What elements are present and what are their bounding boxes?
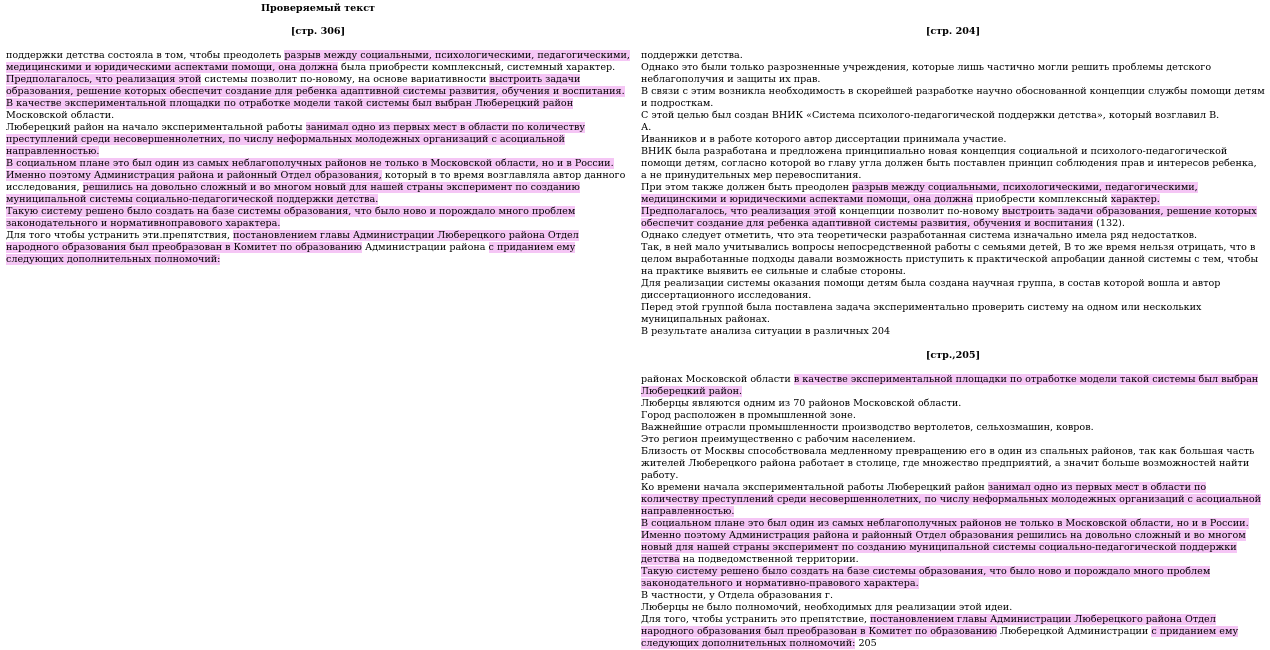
text-paragraph [641,146,1265,182]
matched-fragment: В качестве экспериментальной площадки по отработке модели такой системы был выбран Люберецкий район [6,98,574,109]
matched-fragment: Такую систему решено было создать на базе системы образования, что было ново и порождало много проблем законодательного и нормативно-правового характера. [641,566,1211,589]
text-fragment: Люберецкой Администрации [996,626,1152,637]
text-paragraph [641,278,1265,302]
text-paragraph [641,614,1265,650]
text-paragraph [6,74,630,98]
text-paragraph [641,182,1265,206]
text-paragraph [641,50,1265,62]
text-fragment: А. [641,122,652,133]
matched-fragment: занимал одно из первых мест в области по количеству преступлений среди несовершеннолетних, по числу неформальных молодежных организаций с асоциальной направленностью. [641,482,1262,517]
text-fragment: Это регион преимущественно с рабочим населением. [641,434,916,445]
text-paragraph [6,158,630,170]
text-fragment: поддержки детства состояла в том, чтобы преодолеть [6,50,285,61]
text-paragraph [641,206,1265,230]
text-paragraph [6,170,630,206]
text-fragment: Иванников и в работе которого автор диссертации принимала участие. [641,134,1007,145]
text-paragraph [641,410,1265,422]
text-fragment: на подведомственной территории. [679,554,859,565]
text-fragment: Для того, чтобы устранить это препятствие, [641,614,871,625]
text-paragraph [641,446,1265,482]
text-fragment: Люберецкий район на начало экспериментальной работы [6,122,306,133]
text-paragraph [641,242,1265,278]
text-fragment: Город расположен в промышленной зоне. [641,410,856,421]
matched-fragment: В социальном плане это был один из самых неблагополучных районов не только в Московской области, но и в России. [641,518,1249,529]
text-paragraph [641,62,1265,86]
text-paragraph [641,374,1265,398]
matched-fragment: этой [178,74,202,85]
text-fragment: (132). [1093,218,1125,229]
text-fragment: В результате анализа ситуации в различных 204 [641,326,891,337]
text-fragment: Так, в ней мало учитывались вопросы непосредственной работы с семьями детей, В то же время нельзя отрицать, что в целом выработанные подходы давали возможность приступить к практической апробации данной системы с тем, чтобы на практике выявить ее сильные и слабые стороны. [641,242,1259,277]
text-fragment: Ко времени начала экспериментальной работы Люберецкий район [641,482,988,493]
matched-fragment: Предполагалось, что реализация [641,206,814,217]
text-fragment: Люберцы не было полномочий, необходимых для реализации этой идеи. [641,602,1013,613]
text-fragment: С этой целью был создан ВНИК «Система психолого-педагогической поддержки детства», который возглавил В. [641,110,1220,121]
text-fragment: Администрации района [361,242,489,253]
text-paragraph [641,518,1265,530]
text-paragraph [6,230,630,266]
text-paragraph [6,122,630,158]
text-paragraph [641,110,1265,122]
text-paragraph [641,86,1265,110]
matched-fragment: постановлением главы Администрации Люберецкого района Отдел народного образования был преобразован в Комитет по образованию [6,230,579,253]
text-fragment: была приобрести комплексный, системный характер. [337,62,616,73]
document-title: Проверяемый текст [260,3,375,14]
text-fragment: Для реализации системы оказания помощи детям была создана научная группа, в состав которой вошла и автор диссертационного исследования. [641,278,1221,301]
matched-fragment: характер. [1110,194,1160,205]
text-paragraph [641,530,1265,566]
text-paragraph [641,134,1265,146]
matched-fragment: с приданием ему следующих дополнительных полномочий: [641,626,1239,649]
text-paragraph [641,482,1265,518]
matched-fragment: Предполагалось, что реализация [6,74,179,85]
text-fragment: районах Московской области [641,374,794,385]
text-fragment: ВНИК была разработана и предложена принципиально новая концепция социальной и психолого-педагогической помощи детям, согласно которой во главу угла должен быть поставлен принцип соблюдения прав и интересов ребенка, а не принудительных мер перевоспитания. [641,146,1257,181]
matched-fragment: с приданием ему следующих дополнительных полномочий: [6,242,576,265]
matched-fragment: Именно поэтому Администрация района и районный Отдел образования решились на довольно сложный и во многом новый для нашей страны эксперимент по созданию муниципальной системы социально-педагогической поддержки детства [641,530,1246,565]
matched-fragment: занимал одно из первых мест в области по количеству преступлений среди несовершеннолетних, по числу неформальных молодежных организаций с асоциальной направленностью. [6,122,586,157]
page-label-204: [стр. 204] [925,26,981,37]
text-paragraph [641,602,1265,614]
text-fragment: Важнейшие отрасли промышленности производство вертолетов, сельхозмашин, ковров. [641,422,1094,433]
text-fragment: Однако это были только разрозненные учреждения, которые лишь частично могли решить проблемы детского неблагополучия и защиты их прав. [641,62,1212,85]
text-paragraph [641,590,1265,602]
text-paragraph [641,230,1265,242]
text-fragment: концепции позволит по-новому [836,206,1003,217]
text-fragment: Однако следует отметить, что эта теоретически разработанная система изначально имела ряд недостатков. [641,230,1198,241]
text-fragment: Близость от Москвы способствовала медленному превращению его в один из спальных районов, так как большая часть жителей Люберецкого района работает в столице, где множество предприятий, а значит больше возможностей найти работу. [641,446,1255,481]
text-fragment: Перед этой группой была поставлена задача экспериментально проверить систему на одном или нескольких муниципальных районах. [641,302,1202,325]
matched-fragment: выстроить задачи образования, решение которых обеспечит создание для ребенка адаптивной системы развития, обучения и воспитания. [6,74,625,97]
text-fragment: Для того чтобы устранить эти.препятствия, [6,230,234,241]
text-paragraph [641,302,1265,326]
checked-text-body [6,50,630,266]
page-label-205: [стр.,205] [925,350,981,361]
text-fragment: который в то время возглавляла автор данного исследования, [6,170,626,193]
text-paragraph [641,326,1265,338]
text-fragment: 205 [855,638,877,649]
matched-fragment: этой [813,206,837,217]
text-fragment: В частности, у Отдела образования г. [641,590,834,601]
text-paragraph [641,566,1265,590]
text-paragraph [6,50,630,74]
matched-fragment: Именно поэтому Администрация района и районный Отдел образования, [6,170,382,181]
matched-fragment: В социальном плане это был один из самых неблагополучных районов не только в Московской области, но и в России. [6,158,614,169]
text-fragment: Московской области. [6,110,115,121]
matched-fragment: разрыв между социальными, психологическими, педагогическими, медицинскими и юридическими аспектами помощи, она должна [641,182,1198,205]
text-paragraph [641,122,1265,134]
matched-fragment: постановлением главы Администрации Люберецкого района Отдел народного образования был преобразован в Комитет по образованию [641,614,1216,637]
matched-fragment: в качестве экспериментальной площадки по отработке модели такой системы был выбран Люберецкий район. [641,374,1259,397]
text-paragraph [6,206,630,230]
source-page-204-body [641,50,1265,338]
text-fragment: приобрести комплексный [972,194,1111,205]
text-fragment: Люберцы являются одним из 70 районов Московской области. [641,398,962,409]
text-paragraph [6,98,630,122]
source-page-205-body [641,374,1265,650]
matched-fragment: разрыв между социальными, психологическими, педагогическими, медицинскими и юридическими аспектами помощи, она должна [6,50,630,73]
page-label-306: [стр. 306] [290,26,346,37]
text-fragment: системы позволит по-новому, на основе вариативности [201,74,490,85]
matched-fragment: решились на довольно сложный и во многом новый для нашей страны эксперимент по созданию муниципальной системы социально-педагогической поддержки детства. [6,182,580,205]
text-paragraph [641,434,1265,446]
text-paragraph [641,422,1265,434]
matched-fragment: Такую систему решено было создать на базе системы образования, что было ново и порождало много проблем законодательного и нормативноправового характера. [6,206,576,229]
text-paragraph [641,398,1265,410]
matched-fragment: выстроить задачи образования, решение которых обеспечит создание для ребенка адаптивной системы развития, обучения и воспитания [641,206,1257,229]
text-fragment: В связи с этим возникла необходимость в скорейшей разработке научно обоснованной концепции службы помощи детям и подросткам. [641,86,1265,109]
text-fragment: При этом также должен быть преодолен [641,182,853,193]
text-fragment: поддержки детства. [641,50,743,61]
